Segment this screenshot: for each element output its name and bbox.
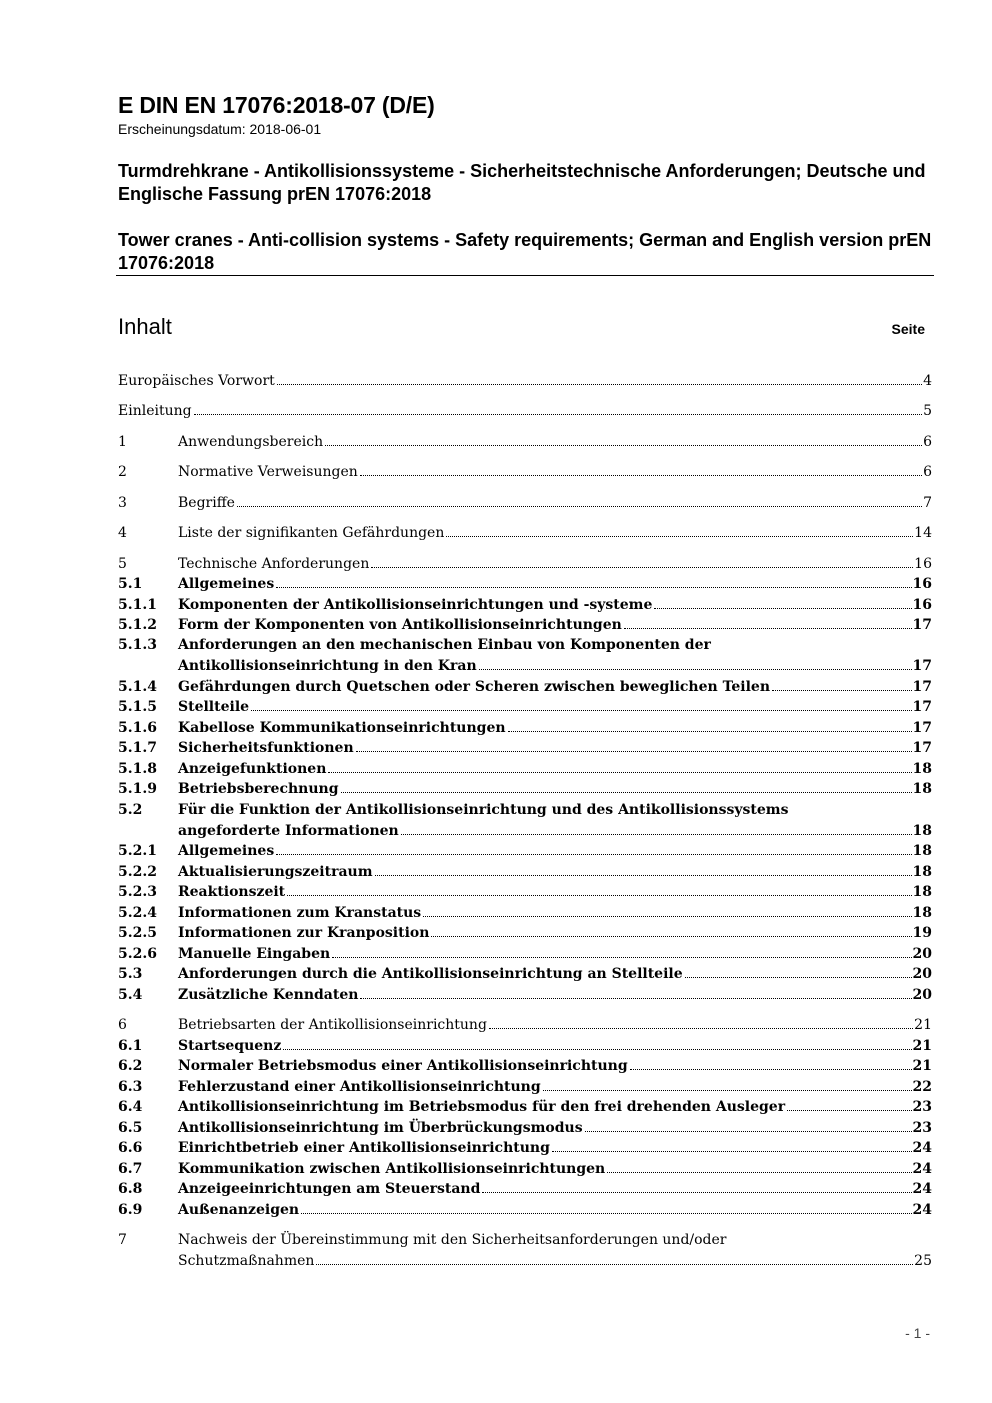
toc-entry-number: 5.1.3	[118, 637, 157, 653]
toc-entry[interactable]	[118, 1200, 932, 1221]
toc-entry-number: 6.8	[118, 1181, 143, 1197]
toc-entry-number: 5	[118, 556, 127, 572]
toc-entry-title-line1: Anforderungen an den mechanischen Einbau von Komponenten der	[178, 637, 711, 653]
toc-entry-page: 6	[923, 464, 932, 480]
toc-entry-title: Gefährdungen durch Quetschen oder Scheren zwischen beweglichen Teilen	[178, 679, 771, 695]
toc-dot-leader	[585, 1131, 912, 1132]
toc-entry-page: 16	[914, 556, 932, 572]
toc-entry-title: Anwendungsbereich	[178, 434, 324, 450]
toc-entry-number: 3	[118, 495, 127, 511]
document-identifier: E DIN EN 17076:2018-07 (D/E)	[118, 92, 435, 118]
toc-entry-number: 6.6	[118, 1140, 143, 1156]
toc-entry-page: 4	[923, 373, 932, 389]
toc-entry-title: Anforderungen durch die Antikollisionseinrichtung an Stellteile	[178, 966, 683, 982]
toc-dot-leader	[283, 1049, 911, 1050]
toc-entry-page: 21	[912, 1038, 932, 1054]
toc-entry[interactable]	[118, 985, 932, 1006]
toc-dot-leader	[685, 977, 912, 978]
toc-entry-title: Normative Verweisungen	[178, 464, 358, 480]
toc-dot-leader	[276, 854, 911, 855]
toc-dot-leader	[431, 936, 911, 937]
toc-entry-page: 24	[912, 1161, 932, 1177]
toc-entry[interactable]	[118, 944, 932, 965]
toc-entry[interactable]	[118, 1077, 932, 1098]
toc-entry-page: 16	[912, 597, 932, 613]
toc-entry-page: 16	[912, 576, 932, 592]
toc-entry-number: 5.2.2	[118, 864, 157, 880]
toc-entry-title: Allgemeines	[178, 843, 275, 859]
toc-entry[interactable]	[118, 574, 932, 595]
toc-entry-number: 5.3	[118, 966, 143, 982]
toc-entry[interactable]	[118, 964, 932, 985]
toc-entry[interactable]	[118, 1056, 932, 1077]
toc-entry[interactable]	[118, 779, 932, 800]
toc-entry-title: Antikollisionseinrichtung in den Kran	[178, 657, 477, 674]
toc-entry-title: angeforderte Informationen	[178, 822, 399, 839]
toc-entry-title: Kommunikation zwischen Antikollisionseinrichtungen	[178, 1161, 606, 1177]
toc-entry-title: Informationen zum Kranstatus	[178, 905, 422, 921]
toc-entry-title: Einleitung	[118, 403, 192, 419]
toc-entry-page: 17	[912, 699, 932, 715]
toc-entry-page: 17	[912, 720, 932, 736]
toc-entry-page: 22	[912, 1079, 932, 1095]
toc-entry-title: Europäisches Vorwort	[118, 373, 275, 389]
toc-entry[interactable]	[118, 738, 932, 759]
toc-entry-page: 21	[914, 1017, 932, 1033]
toc-entry-number: 5.2.6	[118, 946, 157, 962]
toc-entry-page: 18	[912, 781, 932, 797]
toc-dot-leader	[251, 710, 911, 711]
toc-entry-title: Technische Anforderungen	[178, 556, 370, 572]
toc-entry-page: 18	[912, 884, 932, 900]
toc-page-column-label: Seite	[891, 321, 925, 337]
toc-entry[interactable]	[118, 635, 932, 676]
toc-entry-title: Allgemeines	[178, 576, 275, 592]
toc-entry[interactable]	[118, 523, 932, 544]
toc-dot-leader	[356, 751, 912, 752]
toc-entry-page: 17	[912, 740, 932, 756]
toc-entry[interactable]	[118, 1159, 932, 1180]
toc-entry-number: 5.1.9	[118, 781, 157, 797]
toc-entry-number: 5.1	[118, 576, 143, 592]
toc-entry-page: 5	[923, 403, 932, 419]
toc-dot-leader	[446, 536, 913, 537]
toc-entry[interactable]	[118, 1230, 932, 1271]
toc-entry[interactable]	[118, 1179, 932, 1200]
toc-entry-title: Kabellose Kommunikationseinrichtungen	[178, 720, 506, 736]
toc-dot-leader	[772, 690, 912, 691]
toc-entry-page: 17	[912, 657, 932, 674]
toc-entry-page: 17	[912, 679, 932, 695]
toc-dot-leader	[332, 957, 911, 958]
toc-entry-number: 6.1	[118, 1038, 143, 1054]
toc-entry-page: 24	[912, 1181, 932, 1197]
toc-entry[interactable]	[118, 677, 932, 698]
toc-dot-leader	[325, 445, 922, 446]
toc-entry-page: 23	[912, 1099, 932, 1115]
toc-entry[interactable]	[118, 759, 932, 780]
toc-entry-page: 21	[912, 1058, 932, 1074]
header-divider	[116, 275, 934, 276]
toc-dot-leader	[194, 414, 923, 415]
toc-entry-number: 6.3	[118, 1079, 143, 1095]
toc-entry-page: 20	[912, 946, 932, 962]
toc-entry-title: Sicherheitsfunktionen	[178, 740, 354, 756]
toc-dot-leader	[654, 608, 911, 609]
toc-dot-leader	[401, 834, 912, 835]
toc-dot-leader	[316, 1264, 913, 1265]
toc-entry[interactable]	[118, 841, 932, 862]
toc-entry-page: 18	[912, 843, 932, 859]
toc-entry-page: 20	[912, 966, 932, 982]
toc-dot-leader	[371, 567, 913, 568]
toc-entry-number: 5.1.4	[118, 679, 157, 695]
toc-dot-leader	[607, 1172, 911, 1173]
toc-entry-page: 14	[914, 525, 932, 541]
toc-dot-leader	[341, 792, 912, 793]
toc-dot-leader	[489, 1028, 913, 1029]
toc-entry[interactable]	[118, 882, 932, 903]
toc-entry-number: 6.4	[118, 1099, 143, 1115]
toc-entry-number: 5.2	[118, 802, 143, 818]
toc-entry-number: 4	[118, 525, 127, 541]
publication-date: Erscheinungsdatum: 2018-06-01	[118, 121, 322, 137]
title-german: Turmdrehkrane - Antikollisionssysteme - Sicherheitstechnische Anforderungen; Deutsche und Englische Fassung prEN 17076:2018	[118, 161, 926, 204]
toc-entry-number: 6.7	[118, 1161, 143, 1177]
toc-entry-title: Aktualisierungszeitraum	[178, 864, 373, 880]
toc-heading: Inhalt	[118, 314, 172, 339]
toc-entry-page: 6	[923, 434, 932, 450]
toc-entry-title: Normaler Betriebsmodus einer Antikollisionseinrichtung	[178, 1058, 628, 1074]
toc-entry-page: 17	[912, 617, 932, 633]
toc-entry-title: Antikollisionseinrichtung im Überbrückungsmodus	[178, 1120, 583, 1136]
toc-entry-title: Reaktionszeit	[178, 884, 286, 900]
toc-entry-page: 18	[912, 864, 932, 880]
toc-entry[interactable]	[118, 371, 932, 392]
toc-entry[interactable]	[118, 615, 932, 636]
toc-entry-number: 5.2.1	[118, 843, 157, 859]
toc-entry-number: 1	[118, 434, 127, 450]
toc-entry-title: Anzeigeeinrichtungen am Steuerstand	[178, 1181, 481, 1197]
toc-entry[interactable]	[118, 595, 932, 616]
toc-dot-leader	[360, 475, 922, 476]
toc-entry-page: 20	[912, 987, 932, 1003]
toc-entry-page: 18	[912, 905, 932, 921]
toc-entry[interactable]	[118, 462, 932, 483]
toc-dot-leader	[479, 669, 912, 670]
toc-entry[interactable]	[118, 1138, 932, 1159]
toc-entry[interactable]	[118, 1097, 932, 1118]
toc-entry-number: 5.2.4	[118, 905, 157, 921]
toc-entry-title: Manuelle Eingaben	[178, 946, 331, 962]
toc-dot-leader	[277, 384, 922, 385]
toc-entry-title: Anzeigefunktionen	[178, 761, 327, 777]
toc-entry-page: 7	[923, 495, 932, 511]
toc-dot-leader	[375, 875, 912, 876]
toc-entry-number: 5.1.6	[118, 720, 157, 736]
toc-entry-title-line1: Nachweis der Übereinstimmung mit den Sicherheitsanforderungen und/oder	[178, 1232, 727, 1248]
toc-entry-number: 7	[118, 1232, 127, 1248]
toc-entry-title: Informationen zur Kranposition	[178, 925, 430, 941]
toc-entry-title: Zusätzliche Kenndaten	[178, 987, 359, 1003]
toc-entry-number: 5.2.3	[118, 884, 157, 900]
toc-dot-leader	[552, 1151, 912, 1152]
toc-dot-leader	[276, 587, 911, 588]
toc-entry-title: Betriebsberechnung	[178, 781, 339, 797]
toc-dot-leader	[237, 506, 922, 507]
toc-entry[interactable]	[118, 493, 932, 514]
toc-entry-number: 5.2.5	[118, 925, 157, 941]
page-number: - 1 -	[905, 1325, 930, 1341]
toc-entry-number: 6.9	[118, 1202, 143, 1218]
toc-dot-leader	[301, 1213, 911, 1214]
toc-entry-number: 5.1.2	[118, 617, 157, 633]
toc-entry-number: 2	[118, 464, 127, 480]
toc-entry[interactable]	[118, 800, 932, 841]
toc-entry-title-line1: Für die Funktion der Antikollisionseinrichtung und des Antikollisionssystems	[178, 802, 789, 818]
toc-entry-title: Fehlerzustand einer Antikollisionseinrichtung	[178, 1079, 541, 1095]
toc-entry-title: Einrichtbetrieb einer Antikollisionseinrichtung	[178, 1140, 550, 1156]
toc-entry-number: 6.5	[118, 1120, 143, 1136]
toc-entry-number: 5.4	[118, 987, 143, 1003]
toc-entry-title: Komponenten der Antikollisionseinrichtungen und -systeme	[178, 597, 653, 613]
toc-entry-number: 5.1.5	[118, 699, 157, 715]
toc-entry-page: 24	[912, 1202, 932, 1218]
toc-entry-number: 5.1.7	[118, 740, 157, 756]
toc-dot-leader	[328, 772, 911, 773]
toc-entry-page: 19	[912, 925, 932, 941]
toc-entry-number: 6	[118, 1017, 127, 1033]
toc-entry[interactable]	[118, 432, 932, 453]
toc-entry-title: Schutzmaßnahmen	[178, 1252, 315, 1269]
toc-entry-number: 5.1.8	[118, 761, 157, 777]
toc-dot-leader	[787, 1110, 911, 1111]
toc-entry-title: Form der Komponenten von Antikollisionseinrichtungen	[178, 617, 622, 633]
toc-entry-title: Antikollisionseinrichtung im Betriebsmodus für den frei drehenden Ausleger	[178, 1099, 786, 1115]
toc-dot-leader	[287, 895, 911, 896]
toc-entry[interactable]	[118, 1036, 932, 1057]
toc-dot-leader	[423, 916, 911, 917]
toc-entry-page: 25	[914, 1252, 932, 1269]
toc-entry-title: Betriebsarten der Antikollisionseinrichtung	[178, 1017, 487, 1033]
toc-entry-number: 5.1.1	[118, 597, 157, 613]
toc-entry-page: 23	[912, 1120, 932, 1136]
toc-entry-title: Stellteile	[178, 699, 250, 715]
toc-entry[interactable]	[118, 1015, 932, 1036]
title-english: Tower cranes - Anti-collision systems - Safety requirements; German and English version prEN 17076:2018	[118, 230, 932, 273]
toc-dot-leader	[482, 1192, 911, 1193]
toc-entry-page: 24	[912, 1140, 932, 1156]
toc-entry-page: 18	[912, 822, 932, 839]
toc-entry-number: 6.2	[118, 1058, 143, 1074]
toc-entry-page: 18	[912, 761, 932, 777]
toc-entry[interactable]	[118, 903, 932, 924]
toc-entry[interactable]	[118, 923, 932, 944]
toc-entry[interactable]	[118, 862, 932, 883]
toc-entry[interactable]	[118, 697, 932, 718]
toc-entry[interactable]	[118, 718, 932, 739]
toc-entry-title: Begriffe	[178, 495, 235, 511]
toc-dot-leader	[543, 1090, 912, 1091]
toc-dot-leader	[508, 731, 912, 732]
toc-dot-leader	[624, 628, 912, 629]
toc-dot-leader	[360, 998, 911, 999]
toc-entry[interactable]	[118, 554, 932, 575]
toc-entry[interactable]	[118, 401, 932, 422]
toc-dot-leader	[630, 1069, 912, 1070]
toc-entry-title: Liste der signifikanten Gefährdungen	[178, 525, 445, 541]
toc-entry-title: Außenanzeigen	[178, 1202, 300, 1218]
toc-entry-title: Startsequenz	[178, 1038, 282, 1054]
toc-entry[interactable]	[118, 1118, 932, 1139]
